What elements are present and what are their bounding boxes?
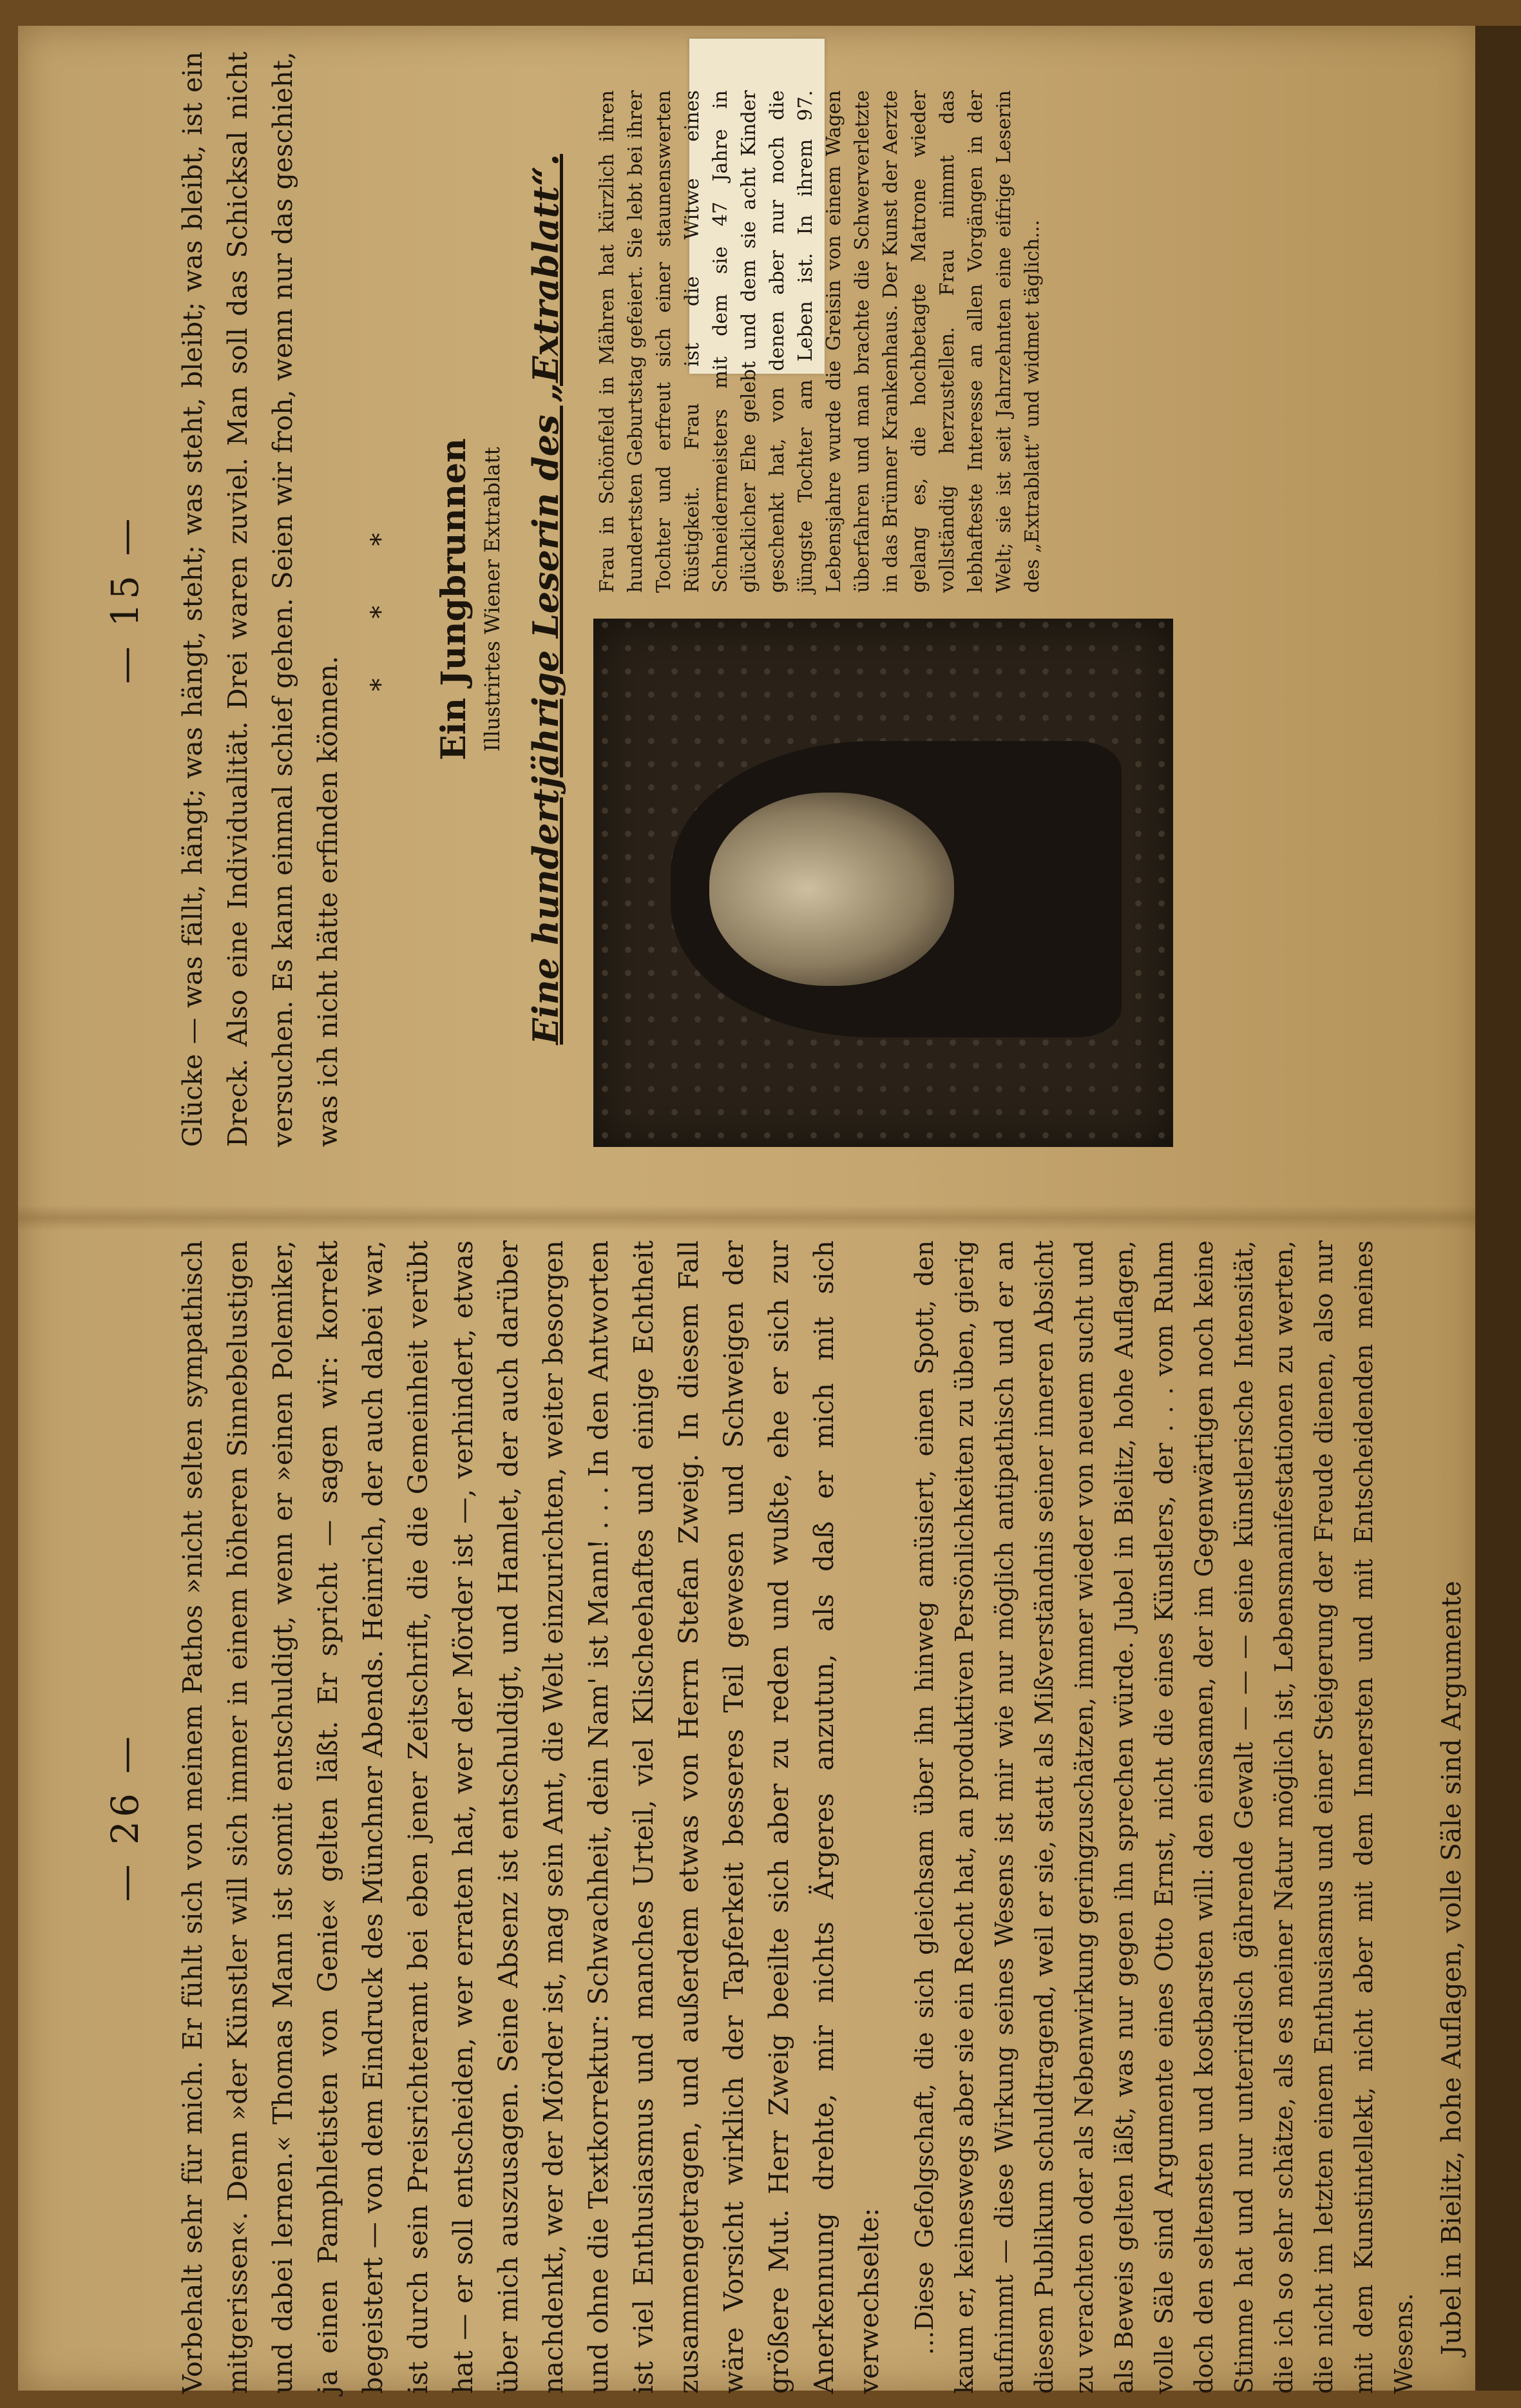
lower-page-paragraph-3: Jubel in Bielitz, hohe Auflagen, volle Säle sind Argumente	[1436, 1581, 1467, 2355]
article-headline: Eine hundertjährige Leserin des „Extrablatt“.	[525, 153, 566, 1045]
photo-caption: Frau in Schönfeld in Mähren hat kürzlich ihren hundertsten Geburtstag gefeiert. Sie lebt bei ihrer Tochter und erfreut sich einer staunenswerten Rüstigkeit. Frau ist die Witwe eines Schneidermeisters mit dem sie 47 Jahre in glücklicher Ehe gelebt und dem sie acht Kinder geschenkt hat, von denen aber nur noch die jüngste Tochter am Leben ist. In ihrem 97. Lebensjahre wurde die Greisin von einem Wagen überfahren und man brachte die Schwerverletzte in das Brünner Krankenhaus. Der Kunst der Aerzte gelang es, die hochbetagte Matrone wieder vollständig herzustellen. Frau nimmt das lebhafteste Interesse an allen Vorgängen in der Welt; sie ist seit Jahrzehnten eine eifrige Leserin des „Extrablatt“ und widmet täglich...	[596, 90, 1044, 593]
book-edge	[1475, 26, 1521, 2391]
portrait-photo	[593, 619, 1173, 1147]
center-fold	[18, 1205, 1480, 1231]
lower-page-number: — 26 —	[103, 1732, 147, 1902]
article-body	[593, 52, 1173, 1147]
photo-face	[709, 793, 954, 986]
article-title: Ein Jungbrunnen	[434, 438, 474, 760]
upper-page-paragraph: Glücke — was fällt, hängt; was hängt, steht; was steht, bleibt; was bleibt, ist ein Dreck. Also eine Individualität. Drei waren zuviel. Man soll das Schicksal nicht versuchen. Es kann einmal schief gehen. Seien wir froh, wenn nur das geschieht, was ich nicht hätte erfinden können.	[177, 52, 343, 1147]
article-source: Illustrirtes Wiener Extrablatt	[480, 447, 504, 752]
lower-page	[103, 1240, 1469, 2394]
upper-page-number: — 15 —	[103, 514, 147, 684]
lower-page-paragraph-2: …Diese Gefolgschaft, die sich gleichsam über ihn hinweg amüsiert, einen Spott, den kaum er, keineswegs aber sie ein Recht hat, an produktiven Persönlichkeiten zu üben, gierig aufnimmt — diese Wirkung seines Wesens ist mir wie nur möglich antipathisch und er an diesem Publikum schuldtragend, weil er sie, statt als Mißverständnis seiner inneren Absicht zu verachten oder als Nebenwirkung geringzuschätzen, immer wieder von neuem sucht und als Beweis gelten läßt, was nur gegen ihn sprechen würde. Jubel in Bielitz, hohe Auflagen, volle Säle sind Argumente eines Otto Ernst, nicht die eines Künstlers, der . . . vom Ruhm doch den seltensten und kostbarsten will: den einsamen, der im Gegenwärtigen noch keine Stimme hat und nur unterirdisch gährende Gewalt — — — seine künstlerische Intensität, die ich so sehr schätze, als es meiner Natur möglich ist, Lebensmanifestationen zu werten, die nicht im letzten einem Enthusiasmus und einer Steigerung der Freude dienen, also nur mit dem Kunstintellekt, nicht aber mit dem Innersten und mit Entscheidenden meines Wesens.	[910, 1240, 1418, 2394]
lower-page-paragraph-1: Vorbehalt sehr für mich. Er fühlt sich von meinem Pathos »nicht selten sympathisch mitgerissen«. Denn »der Künstler will sich immer in einem höheren Sinnebelustigen und dabei lernen.« Thomas Mann ist somit entschuldigt, wenn er »einen Polemiker, ja einen Pamphletisten von Genie« gelten läßt. Er spricht — sagen wir: korrekt begeistert — von dem Eindruck des Münchner Abends. Heinrich, der auch dabei war, ist durch sein Preisrichteramt bei eben jener Zeitschrift, die die Gemeinheit verübt hat — er soll entscheiden, wer erraten hat, wer der Mörder ist —, verhindert, etwas über mich auszusagen. Seine Absenz ist entschuldigt, und Hamlet, der auch darüber nachdenkt, wer der Mörder ist, mag sein Amt, die Welt einzurichten, weiter besorgen und ohne die Textkorrektur: Schwachheit, dein Nam' ist Mann! . . . In den Antworten ist viel Enthusiasmus und manches Urteil, viel Klischeehaftes und einige Echtheit zusammengetragen, und außerdem etwas von Herrn Stefan Zweig. In diesem Fall wäre Vorsicht wirklich der Tapferkeit besseres Teil gewesen und Schweigen der größere Mut. Herr Zweig beeilte sich aber zu reden und wußte, ehe er sich zur Anerkennung drehte, mir nichts Ärgeres anzutun, als daß er mich mit sich verwechselte:	[177, 1240, 885, 2394]
separator: * * *	[366, 507, 396, 691]
upper-page	[103, 52, 1430, 1147]
